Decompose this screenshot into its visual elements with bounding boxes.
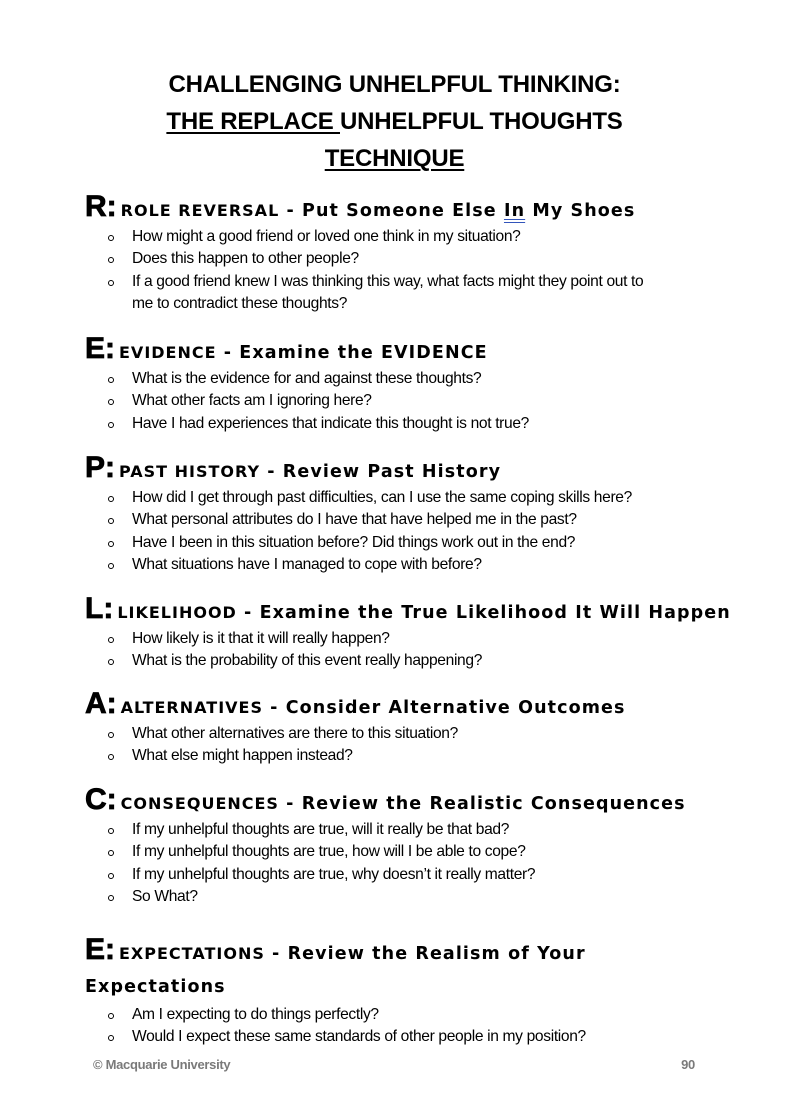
- list-item: [108, 841, 725, 863]
- list-item-text: What is the probability of this event really happening?: [132, 652, 483, 670]
- section-heading: [85, 689, 725, 723]
- question-list: [85, 226, 725, 316]
- list-item: [108, 487, 725, 509]
- circle-bullet-icon: [108, 496, 114, 502]
- list-item-text: So What?: [132, 888, 198, 906]
- section-key: EVIDENCE: [119, 343, 217, 362]
- section-key: CONSEQUENCES: [120, 794, 279, 813]
- circle-bullet-icon: [108, 637, 114, 643]
- list-item: [108, 368, 725, 390]
- circle-bullet-icon: [108, 399, 114, 405]
- section-key: PAST HISTORY: [119, 462, 261, 481]
- title-line-1: CHALLENGING UNHELPFUL THINKING:: [168, 71, 621, 98]
- list-item-text: If my unhelpful thoughts are true, how will I be able to cope?: [132, 843, 526, 861]
- list-item: [108, 1026, 748, 1048]
- section-consequences: [85, 785, 725, 909]
- list-item: [108, 745, 725, 767]
- list-item: [108, 628, 725, 650]
- circle-bullet-icon: [108, 732, 114, 738]
- section-letter: E:: [85, 933, 115, 966]
- list-item-text: Have I been in this situation before? Did things work out in the end?: [132, 533, 576, 551]
- section-subtitle: - Put Someone Else: [279, 201, 504, 221]
- list-item-text: Does this happen to other people?: [132, 250, 359, 268]
- list-item: [108, 271, 725, 316]
- section-heading: [85, 933, 605, 1004]
- list-item-text: If a good friend knew I was thinking this way, what facts might they point out to me to contradict these thoughts?: [132, 272, 644, 313]
- list-item: [108, 819, 725, 841]
- circle-bullet-icon: [108, 280, 114, 286]
- list-item: [108, 723, 725, 745]
- title-line-2-rest: UNHELPFUL THOUGHTS: [340, 108, 623, 135]
- grammar-check-marked-word[interactable]: In: [503, 201, 526, 221]
- section-heading: [85, 334, 725, 368]
- section-letter: E:: [85, 332, 115, 365]
- section-key: LIKELIHOOD: [117, 603, 237, 622]
- section-subtitle: - Review the Realistic Consequences: [278, 794, 686, 814]
- circle-bullet-icon: [108, 518, 114, 524]
- section-likelihood: [85, 592, 731, 673]
- list-item: [108, 509, 725, 531]
- question-list: [85, 819, 725, 909]
- title-line-3: [0, 140, 789, 177]
- list-item-text: If my unhelpful thoughts are true, why doesn’t it really matter?: [132, 865, 536, 883]
- question-list: [85, 368, 725, 435]
- circle-bullet-icon: [108, 895, 114, 901]
- section-key: ALTERNATIVES: [120, 698, 263, 717]
- list-item-text: How might a good friend or loved one think in my situation?: [132, 228, 521, 245]
- question-list: [85, 1004, 748, 1049]
- section-role-reversal: [85, 192, 725, 316]
- page-footer: [93, 1057, 695, 1072]
- list-item: [108, 886, 725, 908]
- section-subtitle: - Review the Realism of Your Expectations: [85, 944, 586, 997]
- section-letter: R:: [85, 190, 117, 223]
- list-item-text: What is the evidence for and against these thoughts?: [132, 370, 482, 387]
- section-subtitle: - Consider Alternative Outcomes: [262, 698, 626, 718]
- list-item-text: If my unhelpful thoughts are true, will it really be that bad?: [132, 821, 510, 838]
- section-heading: [85, 453, 725, 487]
- circle-bullet-icon: [108, 873, 114, 879]
- section-subtitle: - Review Past History: [260, 462, 502, 482]
- section-heading: [85, 785, 725, 819]
- list-item: [108, 248, 725, 270]
- list-item: [108, 532, 725, 554]
- list-item: [108, 1004, 748, 1026]
- list-item-text: Would I expect these same standards of other people in my position?: [132, 1028, 586, 1046]
- list-item-text: What personal attributes do I have that have helped me in the past?: [132, 511, 577, 529]
- list-item-text: What other alternatives are there to this situation?: [132, 725, 458, 742]
- circle-bullet-icon: [108, 563, 114, 569]
- list-item: [108, 226, 725, 248]
- section-letter: A:: [85, 687, 117, 720]
- circle-bullet-icon: [108, 257, 114, 263]
- section-evidence: [85, 334, 725, 435]
- circle-bullet-icon: [108, 754, 114, 760]
- circle-bullet-icon: [108, 235, 114, 241]
- circle-bullet-icon: [108, 659, 114, 665]
- circle-bullet-icon: [108, 1013, 114, 1019]
- list-item-text: Am I expecting to do things perfectly?: [132, 1006, 379, 1023]
- question-list: [85, 487, 725, 577]
- circle-bullet-icon: [108, 850, 114, 856]
- section-alternatives: [85, 689, 725, 768]
- section-letter: L:: [85, 592, 114, 625]
- title-line-3-text: TECHNIQUE: [324, 145, 465, 172]
- section-key: EXPECTATIONS: [119, 944, 265, 963]
- section-past-history: [85, 453, 725, 577]
- page-title: [0, 66, 789, 177]
- circle-bullet-icon: [108, 541, 114, 547]
- list-item-text: What other facts am I ignoring here?: [132, 392, 372, 410]
- circle-bullet-icon: [108, 377, 114, 383]
- list-item: [108, 650, 725, 672]
- section-expectations: [85, 933, 605, 1049]
- list-item-text: How did I get through past difficulties, can I use the same coping skills here?: [132, 489, 632, 506]
- list-item-text: How likely is it that it will really happen?: [132, 630, 390, 647]
- question-list: [85, 628, 725, 673]
- section-letter: P:: [85, 451, 115, 484]
- section-key: ROLE REVERSAL: [120, 201, 280, 220]
- section-letter: C:: [85, 783, 117, 816]
- circle-bullet-icon: [108, 828, 114, 834]
- section-subtitle: - Examine the EVIDENCE: [216, 343, 488, 363]
- page-number: 90: [681, 1057, 695, 1072]
- title-line-2-underlined: THE REPLACE: [166, 108, 340, 135]
- question-list: [85, 723, 725, 768]
- section-heading: [85, 192, 725, 226]
- list-item-text: What else might happen instead?: [132, 747, 353, 765]
- copyright-text: © Macquarie University: [93, 1057, 231, 1072]
- circle-bullet-icon: [108, 422, 114, 428]
- list-item-text: Have I had experiences that indicate this thought is not true?: [132, 414, 529, 432]
- list-item: [108, 554, 725, 576]
- section-heading: [85, 592, 731, 628]
- title-line-2: [0, 103, 789, 140]
- list-item-text: What situations have I managed to cope with before?: [132, 556, 482, 574]
- section-subtitle-end: My Shoes: [525, 201, 636, 221]
- list-item: [108, 413, 725, 435]
- list-item: [108, 390, 725, 412]
- section-subtitle: - Examine the True Likelihood It Will Happen: [236, 603, 731, 623]
- list-item: [108, 864, 725, 886]
- circle-bullet-icon: [108, 1035, 114, 1041]
